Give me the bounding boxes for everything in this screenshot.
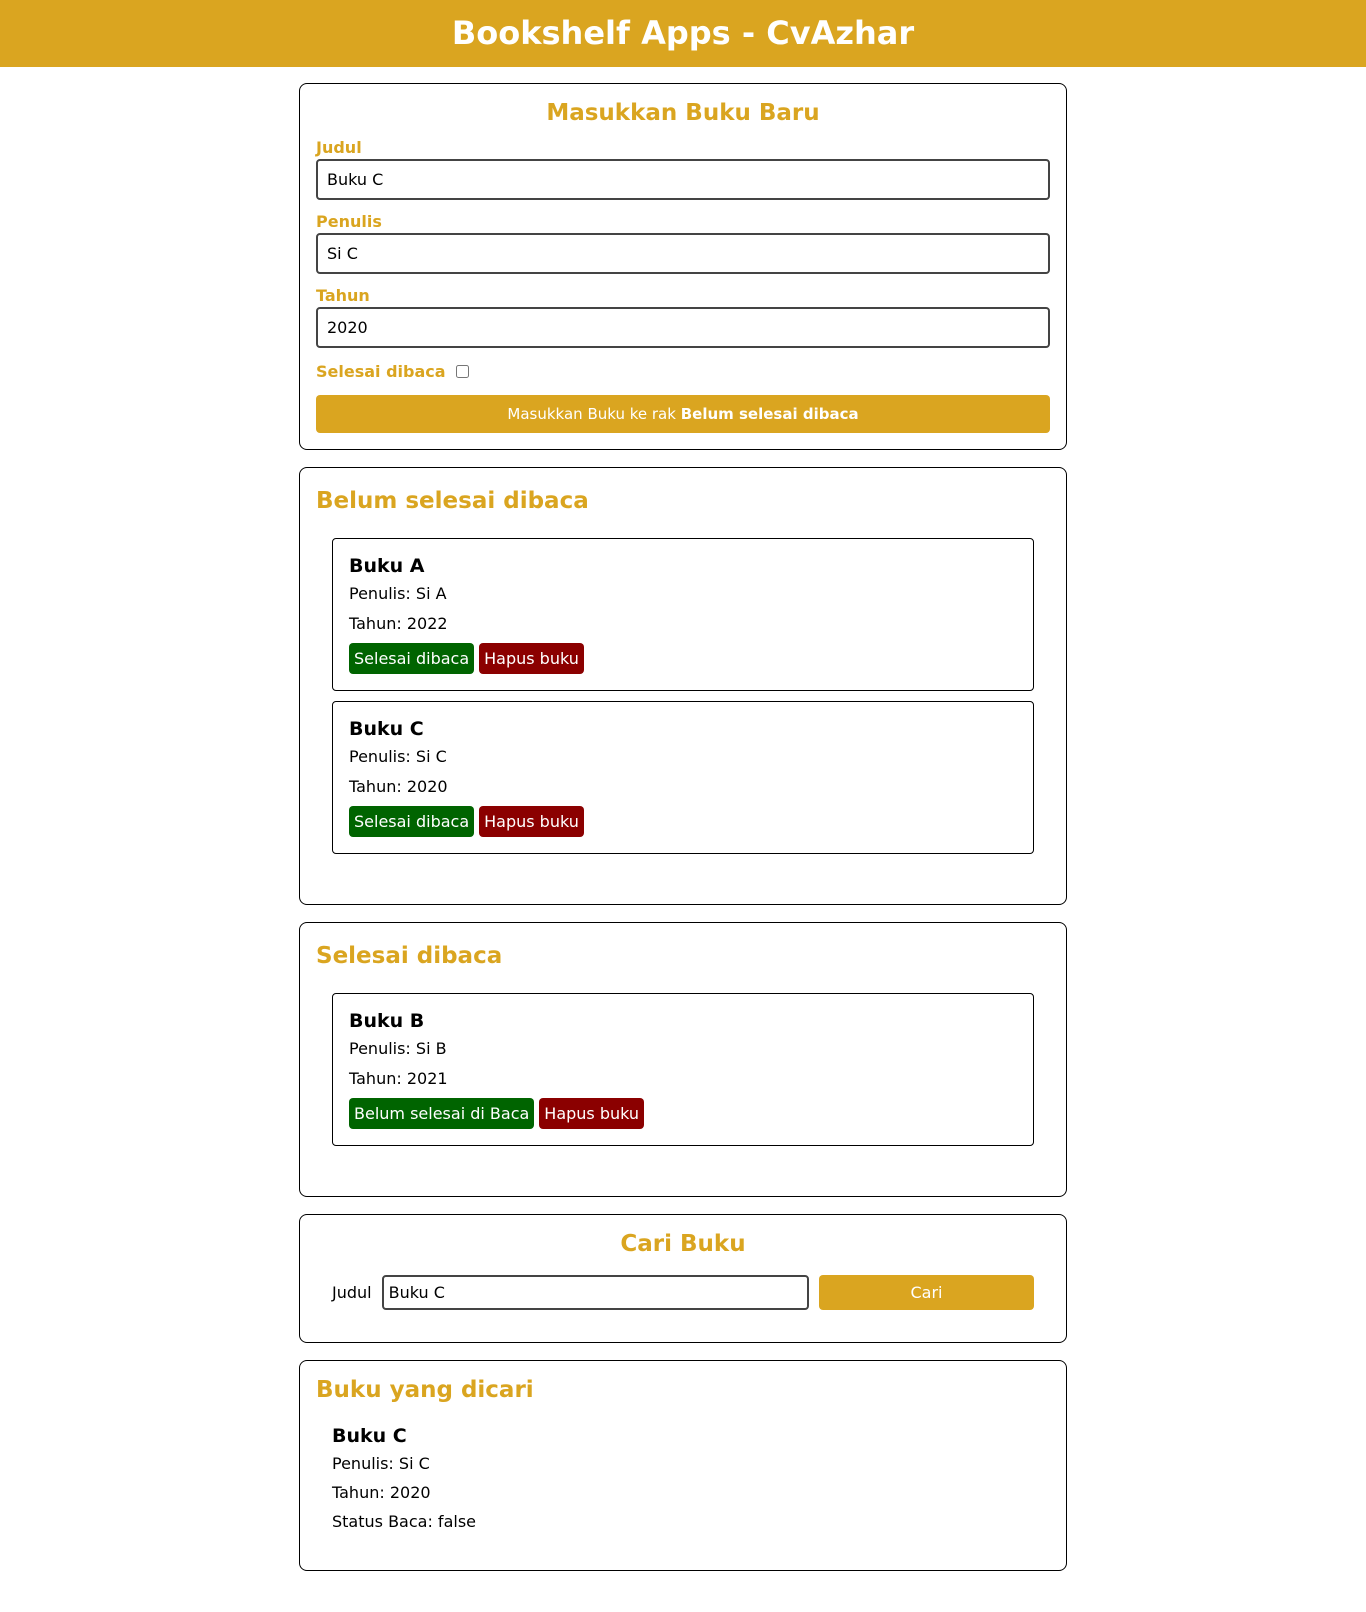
app-header [0, 0, 1366, 67]
result-book-year: Tahun: 2020 [332, 1483, 431, 1502]
complete-checkbox-row [316, 362, 1050, 381]
title-field-label: Judul [316, 138, 362, 157]
result-book-status: Status Baca: false [332, 1512, 476, 1531]
main-container [299, 83, 1067, 1571]
delete-book-button[interactable]: Hapus buku [479, 643, 584, 674]
book-author: Penulis: Si B [349, 1039, 447, 1058]
complete-checkbox[interactable] [456, 365, 469, 378]
submit-button-target: Belum selesai dibaca [680, 405, 859, 423]
book-actions [349, 806, 1017, 837]
result-book-author: Penulis: Si C [332, 1454, 430, 1473]
incomplete-shelf-title: Belum selesai dibaca [316, 488, 589, 514]
book-author: Penulis: Si A [349, 584, 447, 603]
year-input[interactable] [316, 307, 1050, 348]
book-year: Tahun: 2022 [349, 614, 448, 633]
mark-complete-button[interactable]: Selesai dibaca [349, 806, 474, 837]
app-title: Bookshelf Apps - CvAzhar [451, 14, 915, 52]
book-actions [349, 643, 1017, 674]
search-button[interactable]: Cari [819, 1275, 1034, 1310]
book-title: Buku C [349, 718, 424, 740]
search-result-item [316, 1403, 1050, 1554]
book-author: Penulis: Si C [349, 747, 447, 766]
complete-shelf-title: Selesai dibaca [316, 943, 503, 969]
input-section-title: Masukkan Buku Baru [546, 100, 820, 126]
author-input[interactable] [316, 233, 1050, 274]
search-input[interactable] [382, 1275, 809, 1310]
book-item [332, 993, 1034, 1146]
book-actions [349, 1098, 1017, 1129]
book-year: Tahun: 2021 [349, 1069, 448, 1088]
title-input[interactable] [316, 159, 1050, 200]
book-item [332, 538, 1034, 691]
author-field-label: Penulis [316, 212, 382, 231]
complete-shelf [299, 922, 1067, 1197]
complete-checkbox-label: Selesai dibaca [316, 362, 446, 381]
search-result-title: Buku yang dicari [316, 1377, 534, 1403]
search-form [316, 1275, 1050, 1326]
incomplete-shelf [299, 467, 1067, 905]
delete-book-button[interactable]: Hapus buku [479, 806, 584, 837]
year-field-label: Tahun [316, 286, 370, 305]
search-result-section [299, 1360, 1067, 1571]
submit-book-button[interactable] [316, 395, 1050, 433]
delete-book-button[interactable]: Hapus buku [539, 1098, 644, 1129]
mark-incomplete-button[interactable]: Belum selesai di Baca [349, 1098, 534, 1129]
book-item [332, 701, 1034, 854]
search-label: Judul [332, 1283, 372, 1302]
input-book-section [299, 83, 1067, 450]
result-book-title: Buku C [332, 1425, 407, 1447]
complete-book-list [316, 993, 1050, 1180]
mark-complete-button[interactable]: Selesai dibaca [349, 643, 474, 674]
search-section-title: Cari Buku [620, 1231, 746, 1257]
book-title: Buku B [349, 1010, 425, 1032]
submit-button-prefix: Masukkan Buku ke rak [507, 405, 676, 423]
incomplete-book-list [316, 538, 1050, 888]
search-section [299, 1214, 1067, 1343]
book-year: Tahun: 2020 [349, 777, 448, 796]
book-title: Buku A [349, 555, 425, 577]
